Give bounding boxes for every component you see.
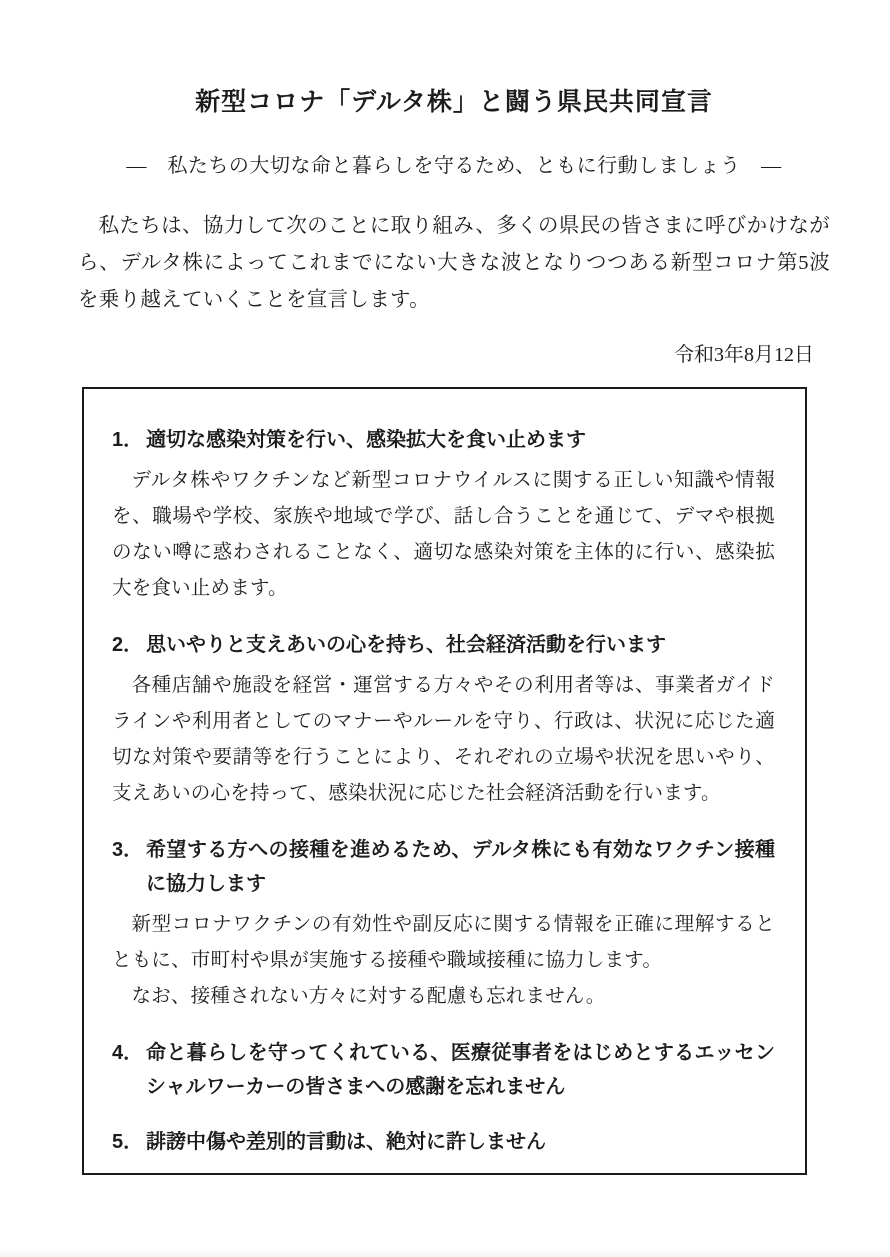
declaration-item-3 bbox=[112, 833, 775, 1015]
body-paragraph: 新型コロナワクチンの有効性や副反応に関する情報を正確に理解するとともに、市町村や県が実施する接種や職域接種に協力します。 bbox=[112, 913, 775, 971]
item-heading-text: 誹謗中傷や差別的言動は、絶対に許しません bbox=[146, 1130, 546, 1153]
declaration-heading-1 bbox=[112, 423, 775, 457]
declaration-body-2 bbox=[112, 668, 775, 812]
item-number: 2． bbox=[112, 633, 144, 656]
body-paragraph: デルタ株やワクチンなど新型コロナウイルスに関する正しい知識や情報を、職場や学校、家族や地域で学び、話し合うことを通じて、デマや根拠のない噂に惑わされることなく、適切な感染対策を主体的に行い、感染拡大を食い止めます。 bbox=[112, 469, 775, 599]
document-date: 令和3年8月12日 bbox=[674, 343, 814, 366]
item-heading-text: 適切な感染対策を行い、感染拡大を食い止めます bbox=[146, 428, 586, 451]
declaration-body-1 bbox=[112, 463, 775, 607]
declaration-heading-4 bbox=[112, 1036, 775, 1104]
declaration-item-5 bbox=[112, 1125, 775, 1159]
declaration-body-3 bbox=[112, 907, 775, 1015]
item-heading-text: 思いやりと支えあいの心を持ち、社会経済活動を行います bbox=[146, 633, 666, 656]
item-number: 3． bbox=[112, 838, 144, 861]
declaration-heading-3 bbox=[112, 833, 775, 901]
body-paragraph: なお、接種されない方々に対する配慮も忘れません。 bbox=[131, 985, 606, 1007]
scan-edge-shade bbox=[0, 1249, 890, 1257]
document-subtitle: ― 私たちの大切な命と暮らしを守るため、ともに行動しましょう ― bbox=[126, 155, 782, 177]
body-paragraph: 各種店舗や施設を経営・運営する方々やその利用者等は、事業者ガイドラインや利用者としてのマナーやルールを守り、行政は、状況に応じた適切な対策や要請等を行うことにより、それぞれの立場や状況を思いやり、支えあいの心を持って、感染状況に応じた社会経済活動を行います。 bbox=[112, 674, 775, 804]
declaration-item-2 bbox=[112, 628, 775, 812]
declaration-item-4 bbox=[112, 1036, 775, 1104]
item-number: 1． bbox=[112, 428, 144, 451]
document-title: 新型コロナ「デルタ株」と闘う県民共同宣言 bbox=[195, 88, 713, 116]
item-number: 4． bbox=[112, 1041, 144, 1064]
item-heading-text: 希望する方への接種を進めるため、デルタ株にも有効なワクチン接種に協力します bbox=[146, 838, 775, 895]
declaration-heading-5 bbox=[112, 1125, 775, 1159]
declaration-item-1 bbox=[112, 423, 775, 607]
declaration-box bbox=[82, 387, 807, 1175]
declaration-heading-2 bbox=[112, 628, 775, 662]
item-number: 5． bbox=[112, 1130, 144, 1153]
intro-paragraph: 私たちは、協力して次のことに取り組み、多くの県民の皆さまに呼びかけながら、デルタ株によってこれまでにない大きな波となりつつある新型コロナ第5波を乗り越えていくことを宣言します。 bbox=[78, 215, 830, 311]
item-heading-text: 命と暮らしを守ってくれている、医療従事者をはじめとするエッセンシャルワーカーの皆さまへの感謝を忘れません bbox=[146, 1041, 775, 1098]
